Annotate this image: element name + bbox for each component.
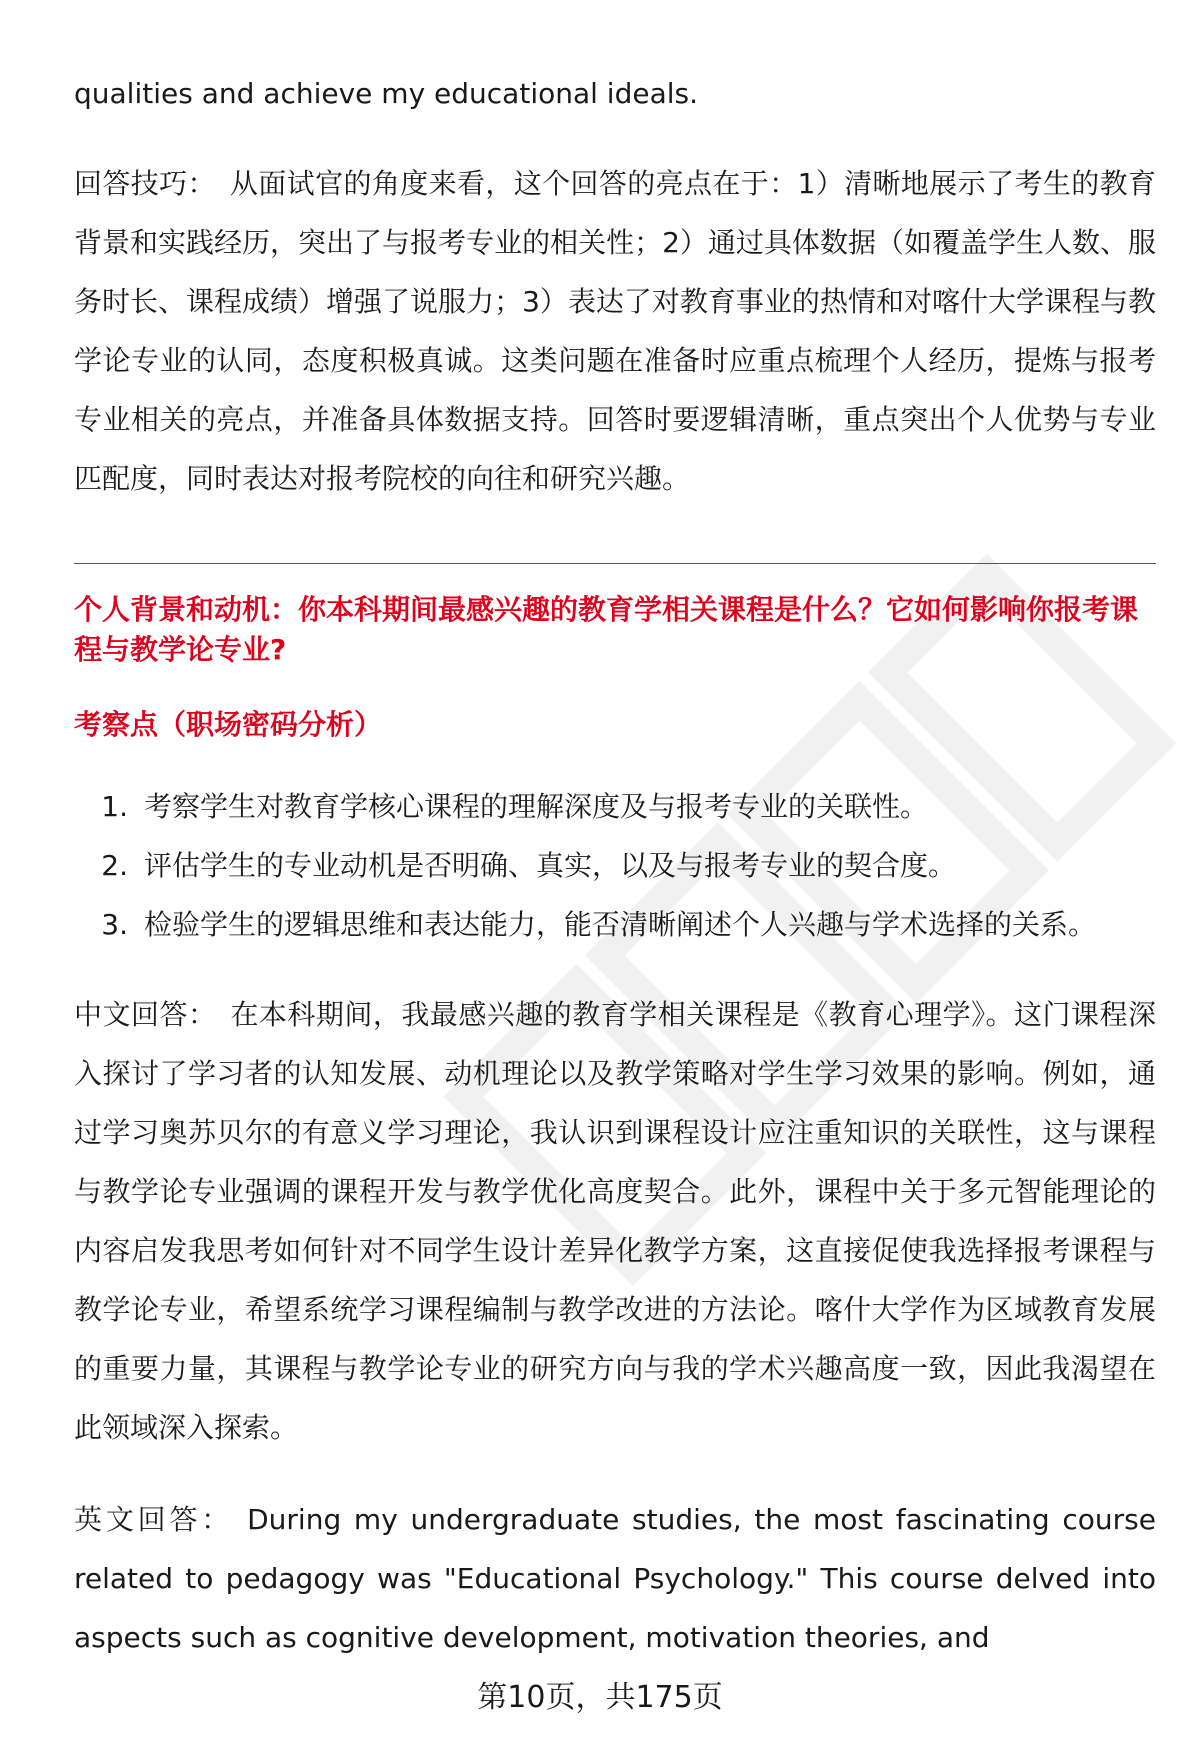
list-item-text: 检验学生的逻辑思维和表达能力，能否清晰阐述个人兴趣与学术选择的关系。 bbox=[144, 908, 1097, 941]
english-answer-text: During my undergraduate studies, the most fascinating course related to pedagogy was "Educational Psychology." This course delved into aspects such as cognitive development, motivation theories, and bbox=[74, 1503, 1156, 1654]
key-points-heading: 考察点（职场密码分析） bbox=[74, 708, 383, 741]
list-item-number: 2. bbox=[101, 849, 128, 882]
english-answer-paragraph bbox=[74, 1490, 1156, 1667]
answer-tip-paragraph bbox=[74, 154, 1156, 508]
continuation-paragraph: qualities and achieve my educational ideals. bbox=[74, 77, 699, 110]
list-item bbox=[74, 836, 1156, 895]
answer-tip-text: 从面试官的角度来看，这个回答的亮点在于：1）清晰地展示了考生的教育背景和实践经历，突出了与报考专业的相关性；2）通过具体数据（如覆盖学生人数、服务时长、课程成绩）增强了说服力；3）表达了对教育事业的热情和对喀什大学课程与教学论专业的认同，态度积极真诚。这类问题在准备时应重点梳理个人经历，提炼与报考专业相关的亮点，并准备具体数据支持。回答时要逻辑清晰，重点突出个人优势与专业匹配度，同时表达对报考院校的向往和研究兴趣。 bbox=[74, 167, 1156, 495]
list-item-text: 评估学生的专业动机是否明确、真实，以及与报考专业的契合度。 bbox=[144, 849, 957, 882]
list-item-number: 1. bbox=[101, 790, 128, 823]
list-item bbox=[74, 777, 1156, 836]
list-item bbox=[74, 895, 1156, 954]
chinese-answer-label: 中文回答： bbox=[74, 998, 217, 1031]
english-answer-label: 英文回答： bbox=[74, 1503, 234, 1536]
section-divider bbox=[74, 563, 1156, 564]
page-number-footer: 第10页，共175页 bbox=[477, 1680, 723, 1715]
list-item-text: 考察学生对教育学核心课程的理解深度及与报考专业的关联性。 bbox=[144, 790, 929, 823]
list-item-number: 3. bbox=[101, 908, 128, 941]
chinese-answer-paragraph bbox=[74, 985, 1156, 1457]
question-title: 个人背景和动机：你本科期间最感兴趣的教育学相关课程是什么？它如何影响你报考课程与教学论专业? bbox=[74, 593, 1139, 666]
chinese-answer-text: 在本科期间，我最感兴趣的教育学相关课程是《教育心理学》。这门课程深入探讨了学习者的认知发展、动机理论以及教学策略对学生学习效果的影响。例如，通过学习奥苏贝尔的有意义学习理论，我认识到课程设计应注重知识的关联性，这与课程与教学论专业强调的课程开发与教学优化高度契合。此外，课程中关于多元智能理论的内容启发我思考如何针对不同学生设计差异化教学方案，这直接促使我选择报考课程与教学论专业，希望系统学习课程编制与教学改进的方法论。喀什大学作为区域教育发展的重要力量，其课程与教学论专业的研究方向与我的学术兴趣高度一致，因此我渴望在此领域深入探索。 bbox=[74, 998, 1156, 1444]
answer-tip-label: 回答技巧： bbox=[74, 167, 216, 200]
key-points-list bbox=[74, 777, 1156, 954]
